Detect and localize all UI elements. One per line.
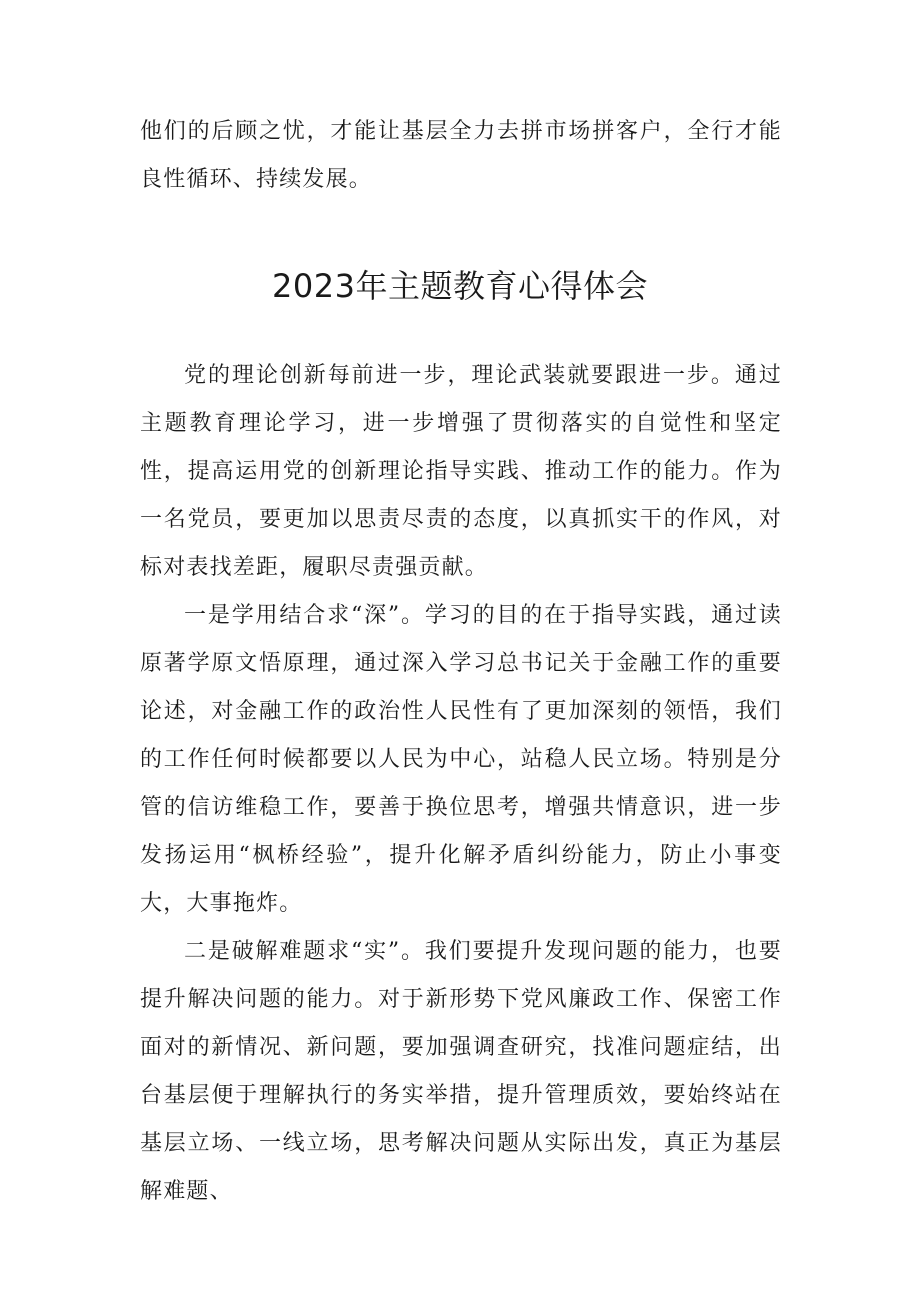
point-one-paragraph: 一是学用结合求“深”。学习的目的在于指导实践，通过读原著学原文悟原理，通过深入学习总书记关于金融工作的重要论述，对金融工作的政治性人民性有了更加深刻的领悟，我们的工作任何时候都要以人民为中心，站稳人民立场。特别是分管的信访维稳工作，要善于换位思考，增强共情意识，进一步发扬运用“枫桥经验”，提升化解矛盾纠纷能力，防止小事变大，大事拖炸。 xyxy=(140,603,782,916)
document-title: 2023年主题教育心得体会 xyxy=(272,267,648,305)
point-two-paragraph: 二是破解难题求“实”。我们要提升发现问题的能力，也要提升解决问题的能力。对于新形势下党风廉政工作、保密工作面对的新情况、新问题，要加强调查研究，找准问题症结，出台基层便于理解执行的务实举措，提升管理质效，要始终站在基层立场、一线立场，思考解决问题从实际出发，真正为基层解难题、 xyxy=(140,939,782,1204)
carry-over-paragraph: 他们的后顾之忧，才能让基层全力去拼市场拼客户，全行才能良性循环、持续发展。 xyxy=(140,119,782,192)
intro-paragraph: 党的理论创新每前进一步，理论武装就要跟进一步。通过主题教育理论学习，进一步增强了贯彻落实的自觉性和坚定性，提高运用党的创新理论指导实践、推动工作的能力。作为一名党员，要更加以思责尽责的态度，以真抓实干的作风，对标对表找差距，履职尽责强贡献。 xyxy=(140,363,782,580)
